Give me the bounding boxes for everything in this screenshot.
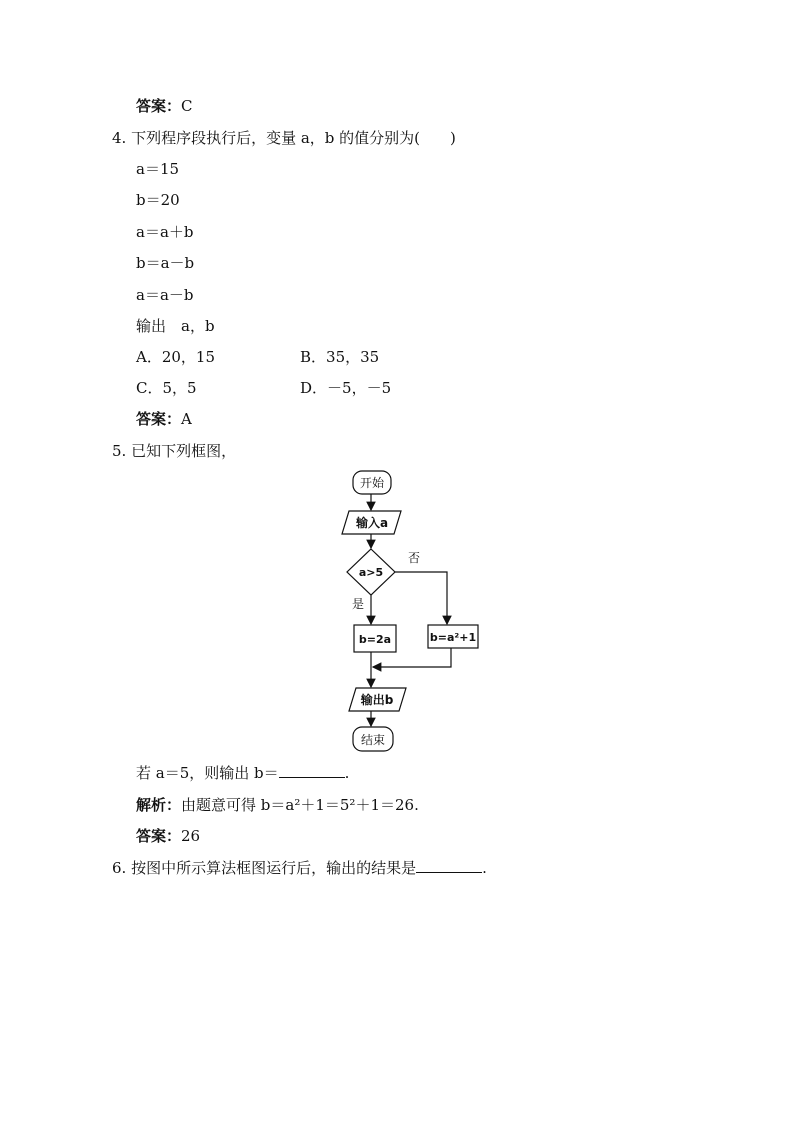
start-label: 开始: [359, 476, 385, 490]
answer-label: 答案：: [136, 827, 182, 845]
question-number: 5.: [112, 442, 127, 460]
flowchart: [330, 465, 510, 755]
prompt-text: 若 a＝5，则输出 b＝: [136, 764, 279, 782]
end-label: 结束: [360, 733, 386, 747]
close-paren: ): [450, 129, 456, 147]
answer-value: C: [181, 97, 193, 115]
question-5-analysis: [136, 795, 419, 815]
question-4-answer: [136, 409, 192, 429]
option-c: C．5，5: [136, 379, 197, 397]
answer-label: 答案：: [136, 97, 182, 115]
output-label: 输出b: [360, 693, 394, 707]
code-line: b＝20: [136, 191, 180, 209]
question-text: 按图中所示算法框图运行后，输出的结果是: [131, 859, 417, 877]
no-label: 否: [408, 551, 421, 565]
question-text: 已知下列框图，: [131, 442, 237, 460]
option-b: B．35，35: [300, 348, 380, 366]
previous-answer: [136, 96, 193, 116]
question-text: 下列程序段执行后，变量 a，b 的值分别为(: [131, 129, 421, 147]
question-5-answer: [136, 826, 200, 846]
code-line: a＝a－b: [136, 286, 194, 304]
no-box-label: b=a²+1: [429, 631, 477, 644]
answer-value: 26: [181, 827, 201, 845]
answer-blank: [279, 763, 345, 778]
code-line: a＝15: [136, 160, 180, 178]
condition-label: a>5: [358, 566, 384, 579]
code-line: 输出 a，b: [136, 317, 215, 335]
input-label: 输入a: [355, 516, 389, 530]
question-5-stem: [112, 441, 236, 461]
analysis-text: 由题意可得 b＝a²＋1＝5²＋1＝26.: [181, 796, 419, 814]
yes-label: 是: [352, 597, 365, 611]
answer-value: A: [181, 410, 192, 428]
answer-blank: [416, 858, 482, 873]
prompt-end: .: [344, 764, 350, 782]
yes-box-label: b=2a: [358, 633, 392, 646]
option-d: D．－5，－5: [300, 379, 392, 397]
code-line: a＝a＋b: [136, 223, 194, 241]
code-line: b＝a－b: [136, 254, 195, 272]
question-end: .: [482, 859, 487, 877]
question-4-stem: [112, 128, 456, 148]
answer-label: 答案：: [136, 410, 182, 428]
question-number: 4.: [112, 129, 127, 147]
analysis-label: 解析：: [136, 796, 182, 814]
question-6-stem: [112, 858, 487, 878]
question-number: 6.: [112, 859, 127, 877]
question-5-prompt: [136, 763, 349, 783]
option-a: A．20，15: [136, 348, 216, 366]
